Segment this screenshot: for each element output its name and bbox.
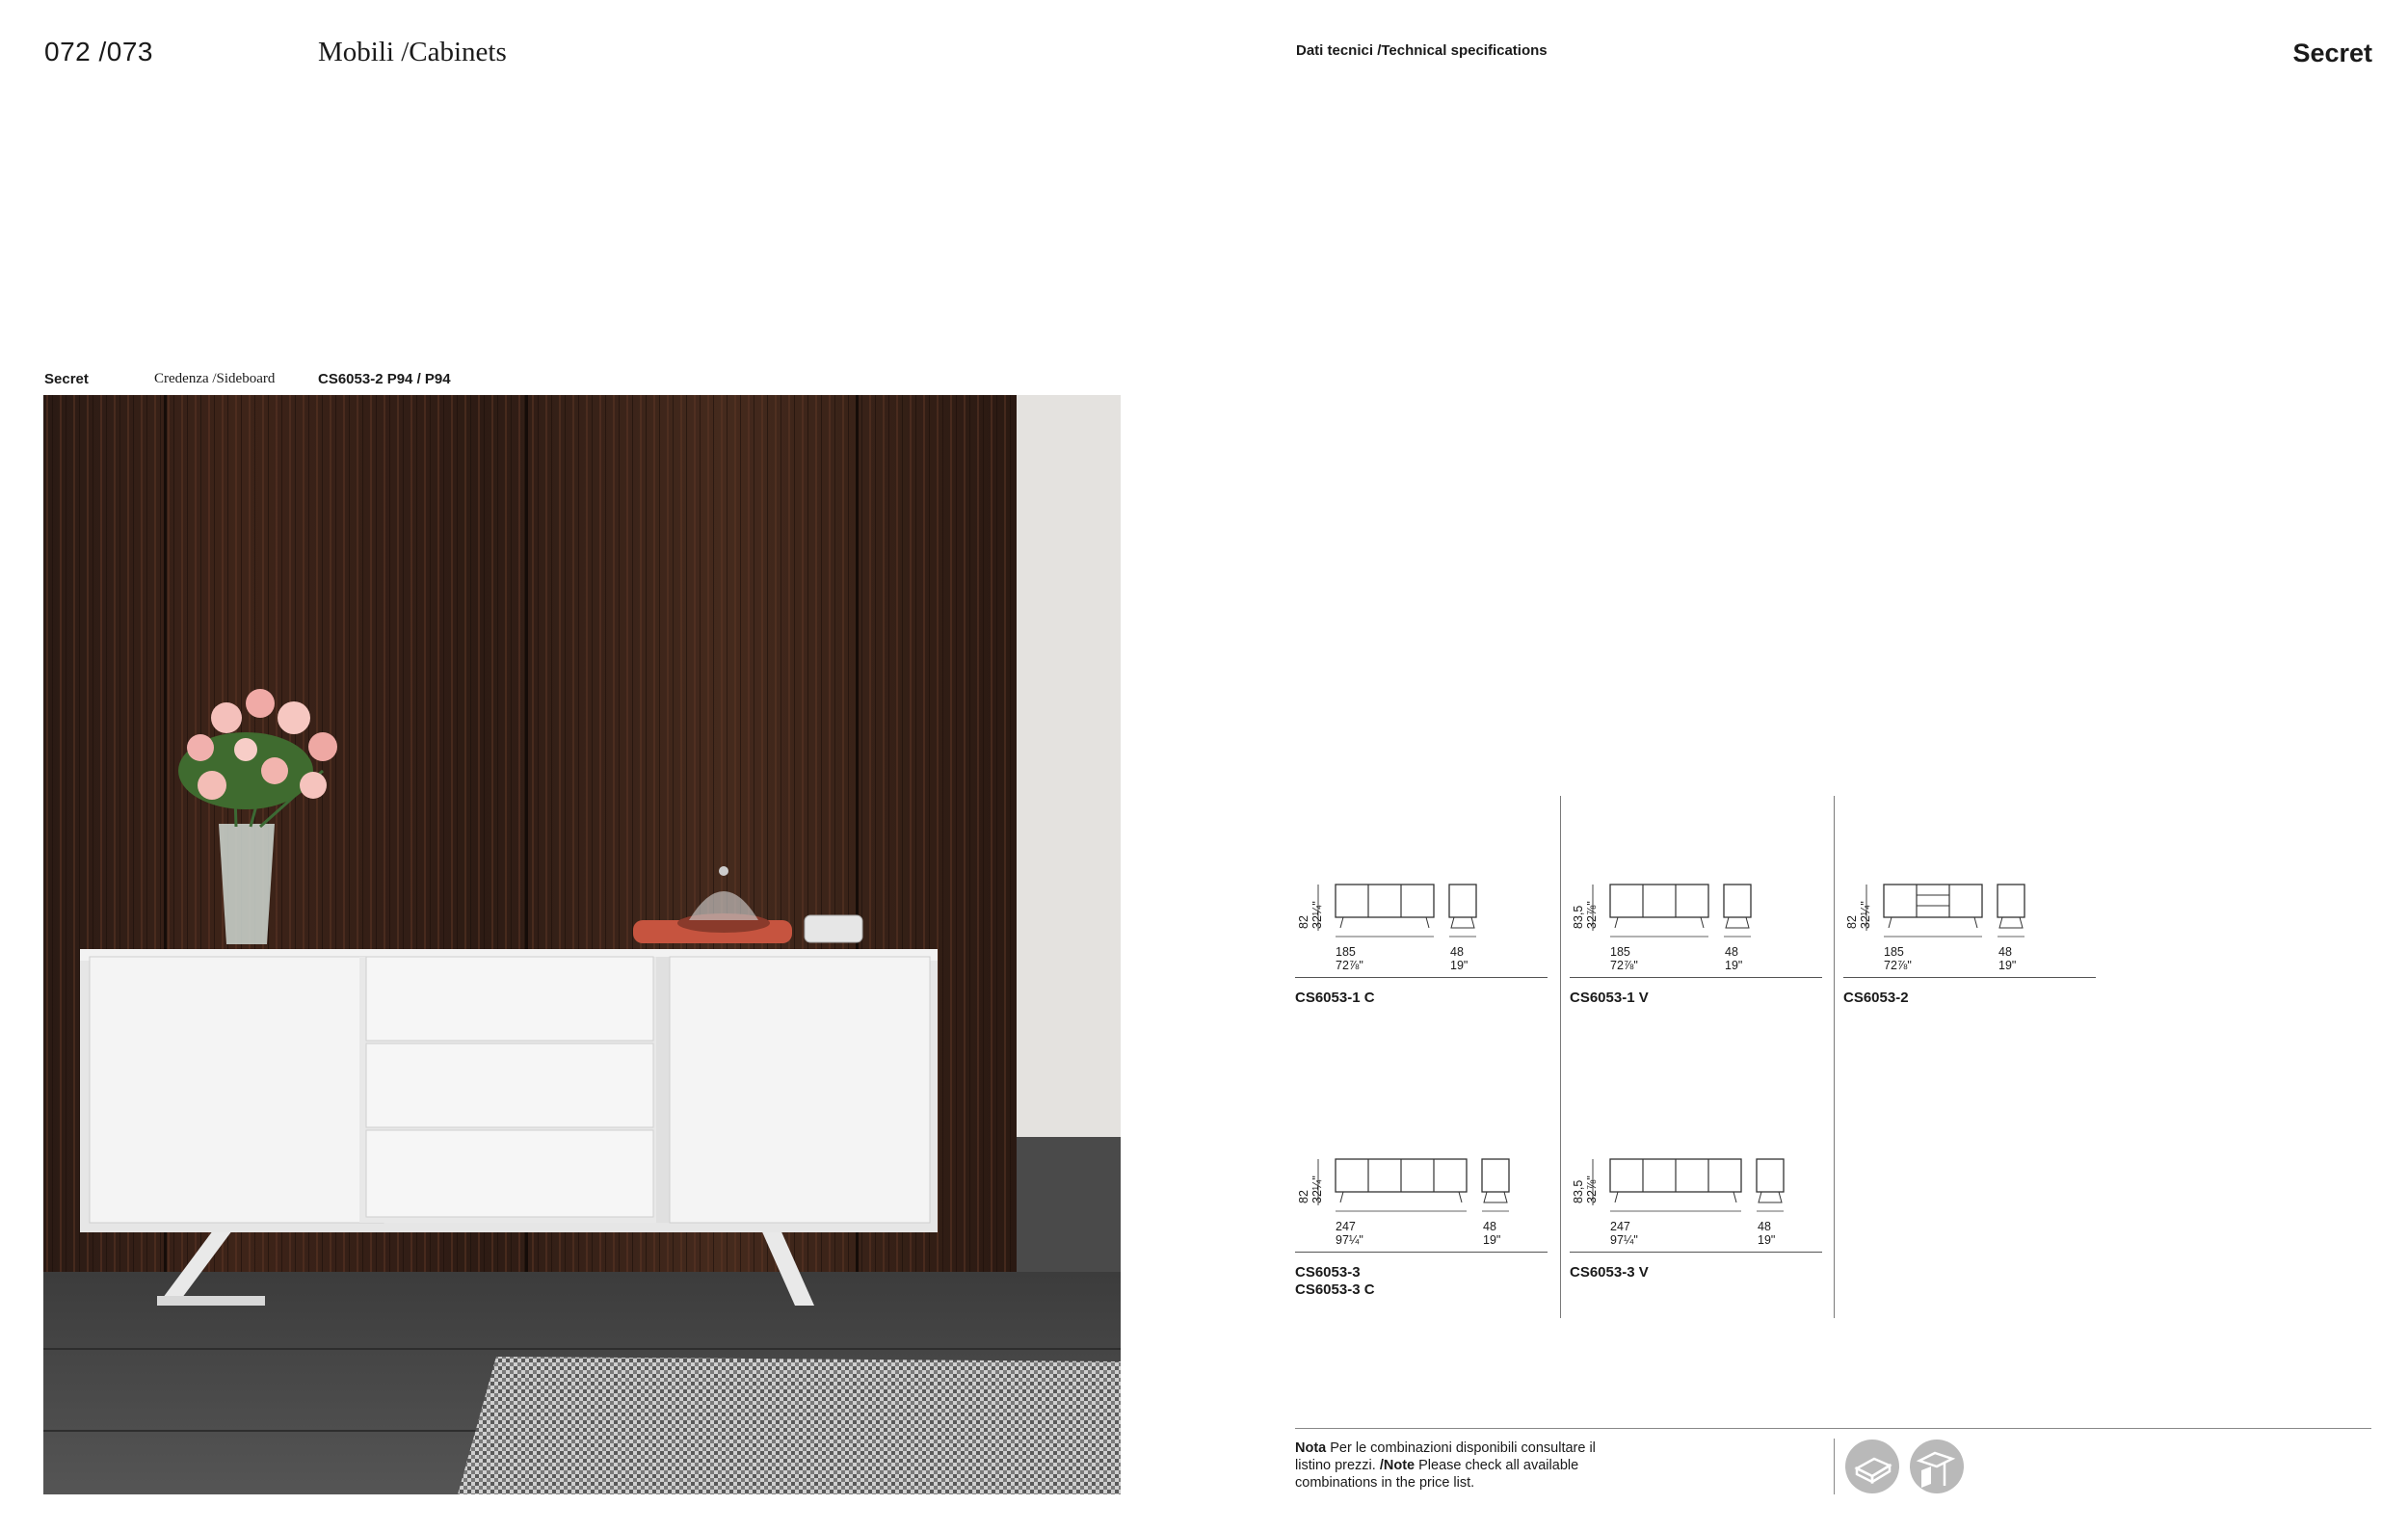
width-cm: 247: [1336, 1220, 1356, 1233]
depth-in: 19": [1758, 1233, 1776, 1247]
sideboard-drawing-icon: [1570, 885, 1822, 942]
item-code: CS6053-3 V: [1570, 1264, 1649, 1281]
depth-in: 19": [1450, 959, 1469, 972]
height-cm: 82: [1845, 915, 1859, 929]
grid-divider: [1560, 796, 1561, 1318]
grid-divider: [1834, 796, 1835, 1318]
item-code: CS6053-1 C: [1295, 990, 1375, 1006]
width-in: 97¼": [1336, 1233, 1363, 1247]
note-separator: [1834, 1439, 1835, 1494]
depth-in: 19": [1998, 959, 2017, 972]
height-cm: 82: [1297, 1190, 1310, 1203]
caption-product-type: Credenza /Sideboard: [154, 371, 276, 386]
height-cm: 83,5: [1572, 1179, 1585, 1203]
height-in: 32⅞": [1585, 901, 1599, 929]
sideboard-drawing-icon: [1570, 1159, 1822, 1217]
spec-title: Dati tecnici /Technical specifications: [1296, 42, 1548, 59]
item-code: CS6053-3 CS6053-3 C: [1295, 1264, 1375, 1298]
width-cm: 185: [1336, 945, 1356, 959]
height-in: 32⅞": [1585, 1175, 1599, 1203]
note-text: Nota Per le combinazioni disponibili consultare il listino prezzi. /Note Please check all available combinations in the price list.: [1295, 1440, 1596, 1491]
caption-product-code: CS6053-2 P94 / P94: [318, 371, 451, 387]
item-code: CS6053-2: [1843, 990, 1909, 1006]
spec-item: [1843, 885, 2094, 1019]
item-code: CS6053-1 V: [1570, 990, 1649, 1006]
width-cm: 247: [1610, 1220, 1630, 1233]
width-in: 72⅞": [1884, 959, 1912, 972]
depth-in: 19": [1483, 1233, 1501, 1247]
height-cm: 82: [1297, 915, 1310, 929]
page-numbers: 072 /073: [44, 37, 153, 66]
sideboard-drawing-icon: [1295, 885, 1548, 942]
sideboard-shipping-icon: [1845, 1440, 1899, 1493]
depth-cm: 48: [1483, 1220, 1496, 1233]
width-cm: 185: [1884, 945, 1904, 959]
brand-title: Secret: [2292, 39, 2372, 67]
depth-cm: 48: [1758, 1220, 1771, 1233]
spec-item: [1295, 885, 1546, 1019]
spec-item: [1570, 885, 1820, 1019]
height-in: 32¼": [1310, 1175, 1324, 1203]
height-cm: 83,5: [1572, 905, 1585, 929]
depth-cm: 48: [1998, 945, 2012, 959]
depth-cm: 48: [1450, 945, 1464, 959]
width-in: 72⅞": [1610, 959, 1638, 972]
depth-cm: 48: [1725, 945, 1738, 959]
spec-item: [1570, 1159, 1820, 1294]
note-divider: [1295, 1428, 2371, 1429]
assembly-icon: [1910, 1440, 1964, 1493]
caption-product-name: Secret: [44, 371, 89, 387]
spec-item: [1295, 1159, 1546, 1313]
product-photo: [43, 395, 1121, 1494]
height-in: 32¼": [1859, 901, 1872, 929]
width-in: 72⅞": [1336, 959, 1363, 972]
width-cm: 185: [1610, 945, 1630, 959]
sideboard-drawing-icon: [1843, 885, 2096, 942]
sideboard-drawing-icon: [1295, 1159, 1548, 1217]
section-title: Mobili /Cabinets: [318, 37, 507, 67]
depth-in: 19": [1725, 959, 1743, 972]
height-in: 32¼": [1310, 901, 1324, 929]
width-in: 97¼": [1610, 1233, 1638, 1247]
